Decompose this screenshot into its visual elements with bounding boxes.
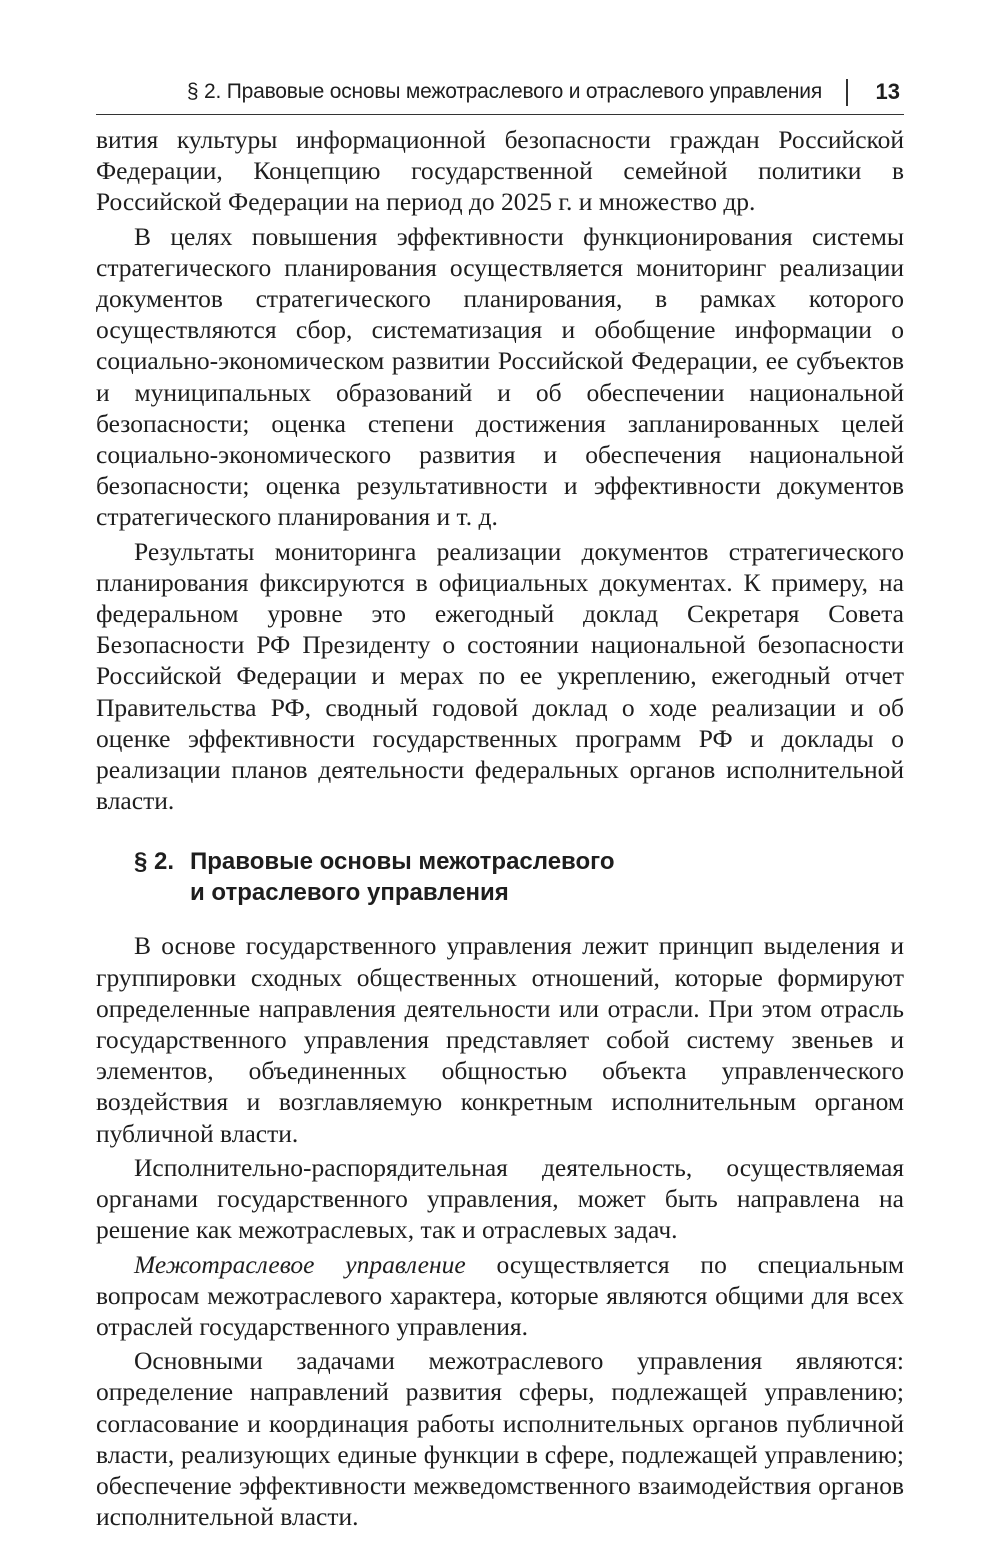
paragraph-monitoring: В целях повышения эффективности функционирования системы стратегического планирования осуществляется мониторинг реализации документов стратегического планирования, в рамках которого осуществляются сбор, систематизация и обобщение информации о социально-экономическом развитии Российской Федерации, ее субъектов и муниципальных образований и об обеспечении национальной безопасности; оценка степени достижения запланированных целей социально-экономического развития и обеспечения национальной безопасности; оценка результативности и эффективности документов стратегического планирования и т. д. — [96, 221, 904, 532]
section-number: § 2. — [134, 848, 175, 876]
paragraph-intersectoral — [96, 1249, 904, 1343]
term-intersectoral-management: Межотраслевое управление — [134, 1249, 466, 1279]
header-separator — [846, 79, 848, 106]
running-header — [96, 70, 904, 115]
page-number: 13 — [875, 79, 900, 104]
paragraph-executive-activity: Исполнительно-распорядительная деятельность, осуществляемая органами государственного управления, может быть направлена на решение как межотраслевых, так и отраслевых задач. — [96, 1152, 904, 1245]
paragraph-continuation: вития культуры информационной безопасности граждан Российской Федерации, Концепцию государственной семейной политики в Российской Федерации на период до 2025 г. и множество др. — [96, 125, 904, 217]
paragraph-intersectoral-tasks: Основными задачами межотраслевого управления являются: определение направлений развития сферы, подлежащей управлению; согласование и координация работы исполнительных органов публичной власти, реализующих единые функции в сфере, подлежащей управлению; обеспечение эффективности межведомственного взаимодействия органов исполнительной власти. — [96, 1346, 904, 1532]
section-heading — [134, 846, 904, 908]
paragraph-intersectoral-text: осуществляется по специальным вопросам межотраслевого характера, которые являются общими для всех отраслей государственного управления. — [96, 1249, 904, 1341]
body-text — [96, 124, 904, 1532]
running-title: § 2. Правовые основы межотраслевого и отраслевого управления — [186, 80, 822, 103]
paragraph-state-management: В основе государственного управления лежит принцип выделения и группировки сходных общественных отношений, которые формируют определенные направления деятельности или отрасли. При этом отрасль государственного управления представляет собой систему звеньев и элементов, объединенных общностью объекта управленческого воздействия и возглавляемую конкретным исполнительным органом публичной власти. — [96, 931, 904, 1148]
section-title-line2: и отраслевого управления — [190, 879, 509, 907]
paragraph-monitoring-results: Результаты мониторинга реализации документов стратегического планирования фиксируются в официальных документах. К примеру, на федеральном уровне это ежегодный доклад Секретаря Совета Безопасности РФ Президенту о состоянии национальной безопасности Российской Федерации и мерах по ее укреплению, ежегодный отчет Правительства РФ, сводный годовой доклад о ходе реализации и об оценке эффективности государственных программ РФ и доклады о реализации планов деятельности федеральных органов исполнительной власти. — [96, 536, 904, 816]
section-title-line1: Правовые основы межотраслевого — [190, 848, 615, 876]
